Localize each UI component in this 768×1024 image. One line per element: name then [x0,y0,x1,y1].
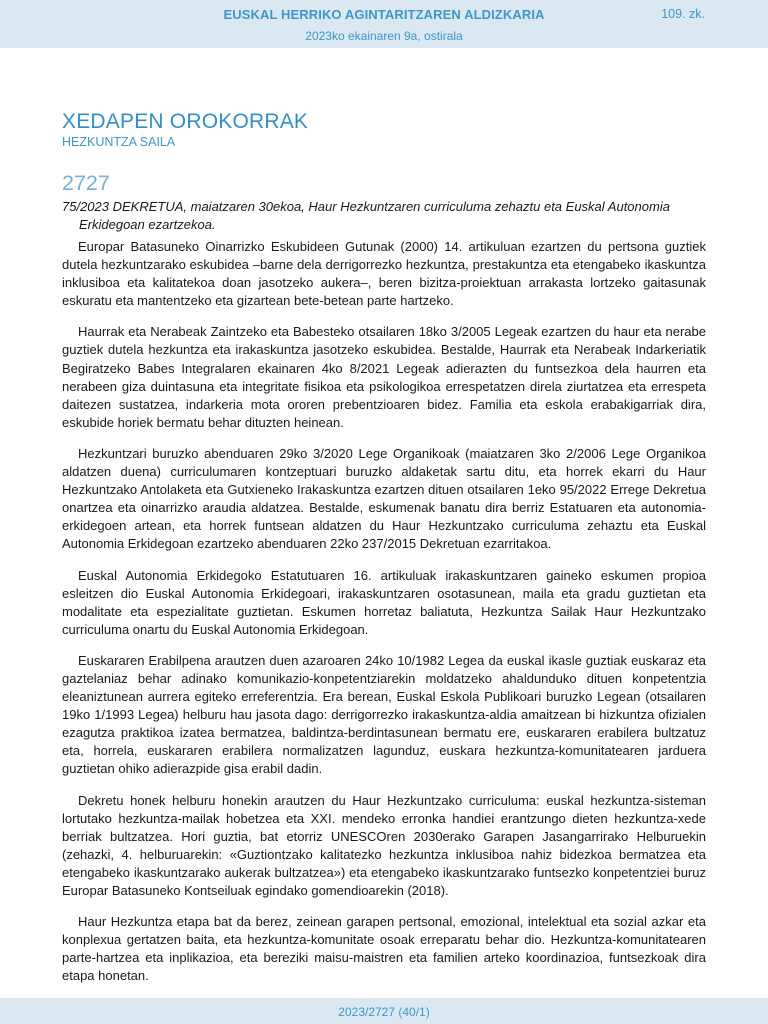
journal-header [0,0,768,48]
issue-number: 109. zk. [661,7,705,21]
publication-date: 2023ko ekainaren 9a, ostirala [305,29,463,43]
paragraph: Haurrak eta Nerabeak Zaintzeko eta Babesteko otsailaren 18ko 3/2005 Legeak ezartzen du haur eta nerabe guztiek dutela hezkuntza eta irakaskuntza jasotzeko eskubidea. Bestalde, Haurrak eta Nerabeak Indarkeriatik Begiratzeko Babes Integralaren ekainaren 4ko 8/2021 Legeak adierazten du funtsezkoa dela haurren eta nerabeen giza duintasuna eta integritate fisikoa eta psikologikoa errespetatzen direla ziurtatzea eta errespeta daitezen sustatzea, indarkeria mota ororen prebentzioaren bidez. Familia eta eskola erabakigarriak dira, eskubide horiek bermatu behar dituzten heinean. [62,324,706,430]
decree-title [62,198,708,234]
paragraph: Dekretu honek helburu honekin arautzen du Haur Hezkuntzako curriculuma: euskal hezkuntza-sisteman lortutako hezkuntza-mailak hobetzea eta XXI. mendeko erronka handiei erantzungo dieten hezkuntza-xede berriak bultzatzea. Hori guztia, bat etorriz UNESCOren 2030erako Garapen Jasangarrirako Helburuekin (zehazki, 4. helburuarekin: «Guztiontzako kalitatezko hezkuntza inklusiboa nahiz bidezkoa bermatzea eta etengabeko ikaskuntzarako aukerak bultzatzea») eta etengabeko ikaskuntzarako funtsezko konpetentziei buruz Europar Batasuneko Kontseiluak egindako gomendioarekin (2018). [62,792,706,898]
section-title: XEDAPEN OROKORRAK [62,110,309,133]
paragraph: Europar Batasuneko Oinarrizko Eskubideen Gutunak (2000) 14. artikuluan ezartzen du pertsona guztiek dutela hezkuntzarako eskubidea –barne dela derrigorrezko hezkuntza, prestakuntza eta etengabeko ikaskuntza inklusiboa eta kalitatekoa doan jasotzeko aukera–, beren bizitza-proiektuan arrakasta lortzeko gaitasunak eskuratu eta mantentzeko eta gizartean bete-betean parte hartzeko. [62,239,706,309]
decree-title-text: 75/2023 DEKRETUA, maiatzaren 30ekoa, Haur Hezkuntzaren curriculuma zehaztu eta Euskal Autonomia Erkidegoan ezartzekoa. [62,199,670,232]
journal-title: EUSKAL HERRIKO AGINTARITZAREN ALDIZKARIA [223,7,545,22]
department-name: HEZKUNTZA SAILA [62,135,176,149]
document-number: 2727 [62,171,110,195]
document-body [62,238,706,998]
paragraph: Haur Hezkuntza etapa bat da berez, zeinean garapen pertsonal, emozional, intelektual eta sozial azkar eta konplexua gertatzen baita, eta hezkuntza-komunitate osoak erreparatu behar dio. Hezkuntza-komunitatearen parte-hartzea eta inplikazioa, eta bereziki maisu-maistren eta familien arteko koordinazioa, funtsezkoak dira etapa honetan. [62,914,706,984]
page-reference: 2023/2727 (40/1) [338,1005,430,1019]
paragraph: Euskararen Erabilpena arautzen duen azaroaren 24ko 10/1982 Legea da euskal ikasle guztiak euskaraz eta gaztelaniaz behar adinako komunikazio-konpetentziarekin moldatzeko ahaldunduko dituen konpetentzia eleaniztunean aurrera egiteko erreferentzia. Era berean, Euskal Eskola Publikoari buruzko Legean (otsailaren 19ko 1/1993 Legea) helburu hau jasota dago: derrigorrezko irakaskuntza-aldia amaitzean bi hizkuntza ofizialen ezagutza praktikoa izatea bermatzea, baldintza-berdintasunean bermatu ere, euskararen erabilera bultzatuz eta, horrela, euskararen erabilera normalizatzen lagunduz, euskara hezkuntza-komunitatearen jarduera guztietan ohiko adierazpide gisa erabil dadin. [62,652,706,777]
page-footer [0,998,768,1024]
paragraph: Hezkuntzari buruzko abenduaren 29ko 3/2020 Lege Organikoak (maiatzaren 3ko 2/2006 Lege Organikoa aldatzen duena) curriculumaren kontzeptuari buruzko aldaketak sartu ditu, eta horrek ekarri du Haur Hezkuntzako Antolaketa eta Gutxieneko Irakaskuntza ezartzen dituen otsailaren 1eko 95/2022 Errege Dekretua onartzea eta oinarrizko araudia aldatzea. Bestalde, eskumenak banatu dira berriz Estatuaren eta autonomia-erkidegoen artean, eta horrek funtsean aldatzen du Haur Hezkuntzako curriculuma zehaztu eta Euskal Autonomia Erkidegoan ezartzeko abenduaren 22ko 237/2015 Dekretuan ezarritakoa. [62,445,706,552]
paragraph: Euskal Autonomia Erkidegoko Estatutuaren 16. artikuluak irakaskuntzaren gaineko eskumen propioa esleitzen dio Euskal Autonomia Erkidegoari, irakaskuntzaren osotasunean, maila eta gradu guztietan eta modalitate eta espezialitate guztietan. Eskumen horretaz baliatuta, Hezkuntza Sailak Haur Hezkuntzako curriculuma onartu du Euskal Autonomia Erkidegoan. [62,567,706,637]
